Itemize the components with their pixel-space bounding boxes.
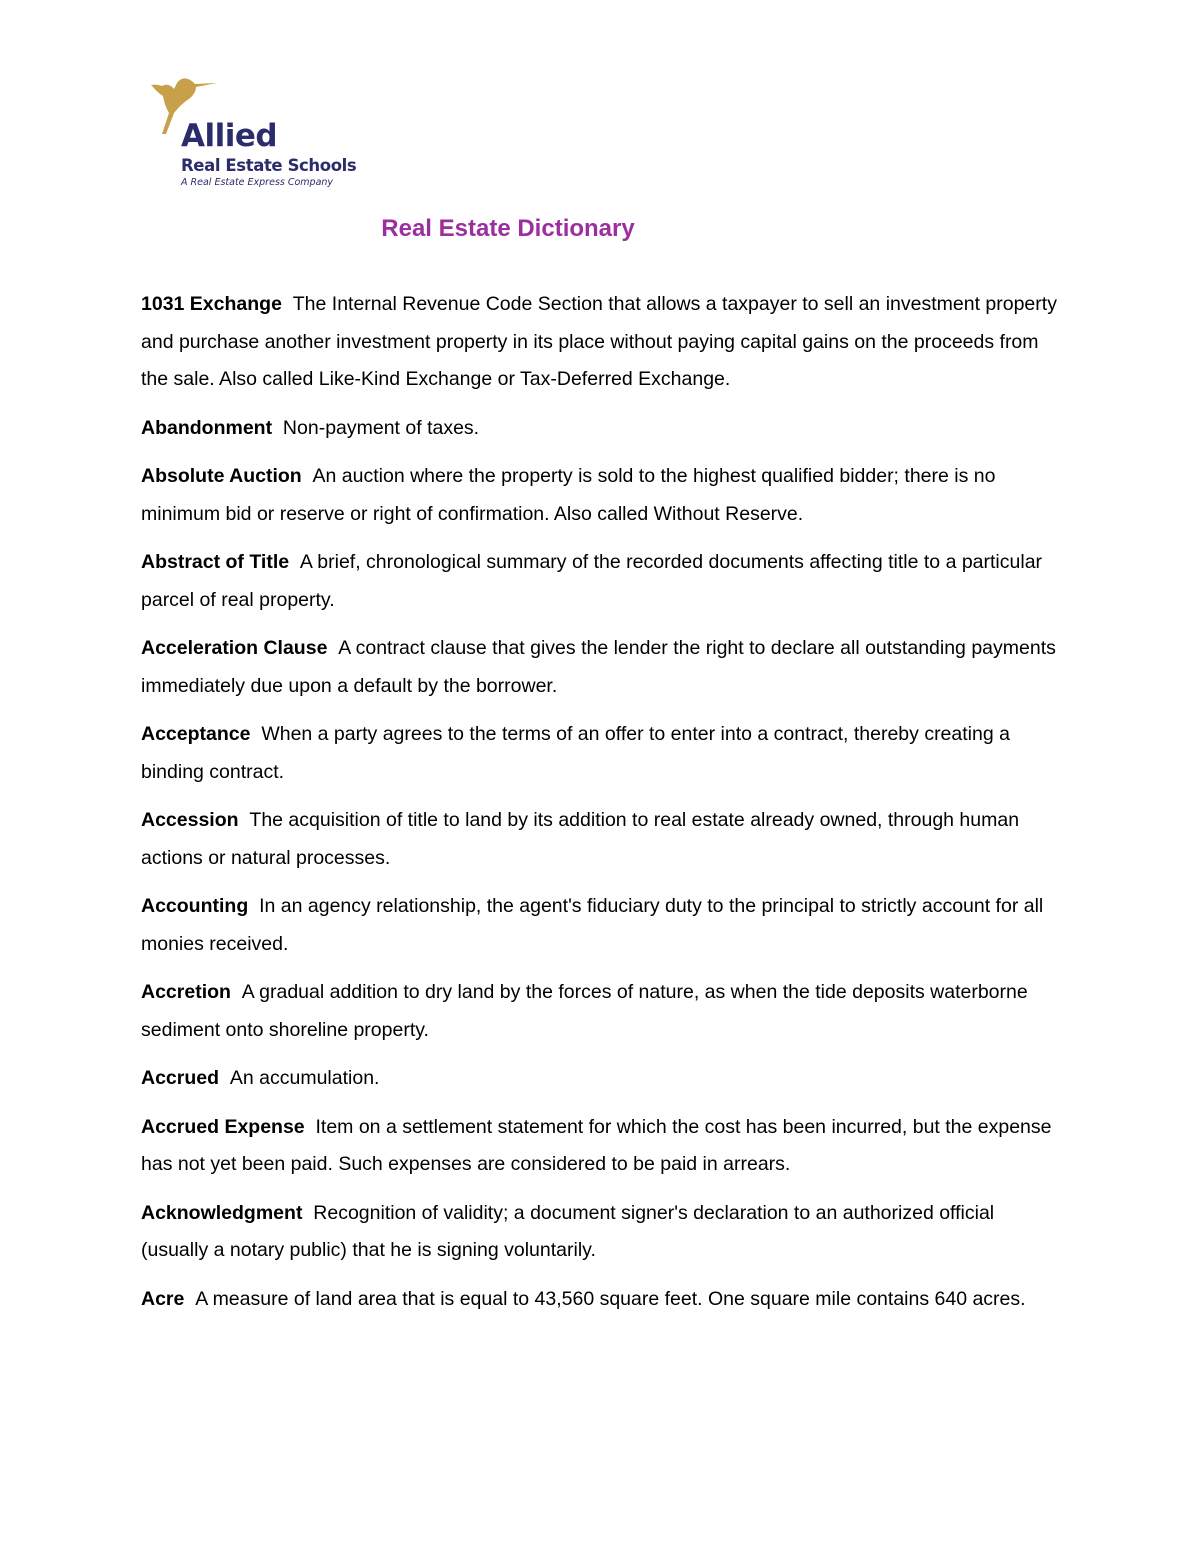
entry-term: Accession (141, 809, 239, 831)
entry-term: Absolute Auction (141, 465, 302, 487)
logo-subtitle: Real Estate Schools (181, 156, 357, 175)
dictionary-entry (141, 630, 1061, 705)
entry-term: Acknowledgment (141, 1201, 303, 1224)
entry-definition: Non-payment of taxes. (282, 416, 480, 439)
logo-tagline: A Real Estate Express Company (181, 177, 334, 188)
entry-definition: Recognition of validity; a document signer's declaration to an authorized official (usually a notary public) that he is signing voluntarily. (141, 1201, 995, 1261)
entry-definition: In an agency relationship, the agent's fiduciary duty to the principal to strictly account for all monies received. (141, 895, 1044, 955)
dictionary-entry (141, 544, 1061, 619)
page-title: Real Estate Dictionary (381, 215, 635, 242)
entry-term: Abstract of Title (141, 551, 290, 573)
dictionary-entry (141, 802, 1061, 877)
dictionary-entry (141, 1109, 1061, 1184)
logo-wordmark: Allied (181, 118, 278, 154)
entry-definition: An auction where the property is sold to the highest qualified bidder; there is no minimum bid or reserve or right of confirmation. Also called Without Reserve. (141, 465, 996, 525)
entry-term: Accounting (141, 895, 249, 917)
company-logo (145, 72, 375, 202)
entry-term: Accrued (141, 1067, 220, 1089)
dictionary-entry (141, 1195, 1061, 1270)
dictionary-entry (141, 1060, 1061, 1098)
entry-term: Abandonment (141, 416, 273, 439)
dictionary-entry (141, 1281, 1061, 1319)
entry-term: Acre (141, 1287, 185, 1310)
entry-definition: Item on a settlement statement for which the cost has been incurred, but the expense has not yet been paid. Such expenses are considered to be paid in arrears. (141, 1115, 1052, 1175)
dictionary-entry (141, 888, 1061, 963)
dictionary-entry (141, 410, 1061, 448)
dictionary-entry (141, 458, 1061, 533)
entry-definition: The acquisition of title to land by its addition to real estate already owned, through human actions or natural processes. (141, 809, 1020, 869)
entry-term: Accrued Expense (141, 1115, 305, 1138)
dictionary-entry (141, 286, 1061, 399)
entry-definition: The Internal Revenue Code Section that allows a taxpayer to sell an investment property and purchase another investment property in its place without paying capital gains on the proceeds from the sale. Also called Like-Kind Exchange or Tax-Deferred Exchange. (141, 293, 1057, 390)
entry-term: Accretion (141, 981, 231, 1003)
dictionary-entries (141, 286, 1061, 1329)
dictionary-entry (141, 974, 1061, 1049)
entry-definition: An accumulation. (229, 1067, 380, 1089)
entry-definition: When a party agrees to the terms of an offer to enter into a contract, thereby creating a binding contract. (141, 723, 1010, 783)
entry-term: Acceleration Clause (141, 637, 328, 659)
entry-definition: A measure of land area that is equal to 43,560 square feet. One square mile contains 640 acres. (195, 1287, 1026, 1310)
dictionary-entry (141, 716, 1061, 791)
entry-term: 1031 Exchange (141, 293, 282, 315)
entry-definition: A gradual addition to dry land by the forces of nature, as when the tide deposits waterborne sediment onto shoreline property. (141, 981, 1028, 1041)
entry-definition: A brief, chronological summary of the recorded documents affecting title to a particular parcel of real property. (141, 551, 1043, 611)
entry-definition: A contract clause that gives the lender the right to declare all outstanding payments immediately due upon a default by the borrower. (141, 637, 1056, 697)
entry-term: Acceptance (141, 723, 251, 745)
